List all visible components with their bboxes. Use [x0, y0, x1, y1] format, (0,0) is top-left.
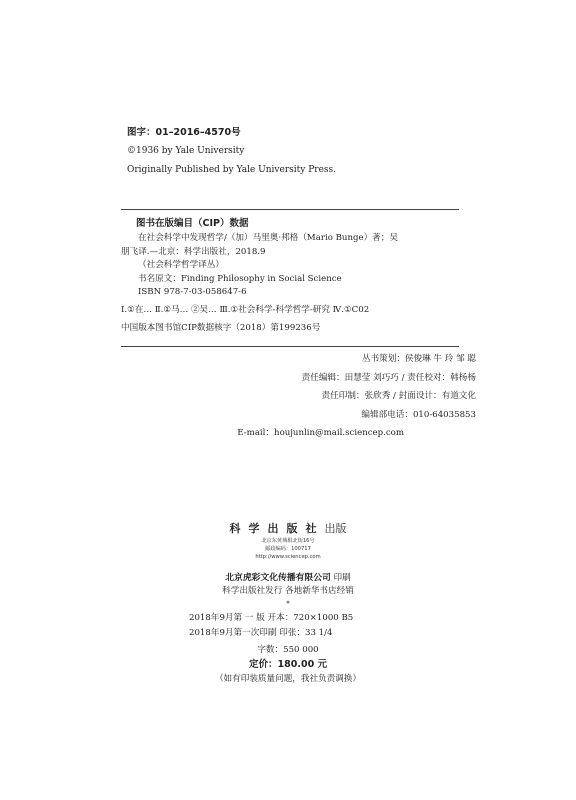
- publisher-name-text: 科学出版社: [229, 522, 325, 535]
- cip-line: 朋飞译.—北京：科学出版社，2018.9: [121, 246, 266, 257]
- cip-line: 书名原文：Finding Philosophy in Social Science: [138, 273, 342, 284]
- printer-name: 北京虎彩文化传播有限公司: [225, 573, 331, 583]
- staff-block: [237, 355, 476, 448]
- divider: [121, 209, 459, 210]
- quality-note: （如有印装质量问题，我社负责调换）: [214, 674, 362, 684]
- copyright-registration: 图字：01–2016–4570号: [127, 127, 241, 138]
- publisher-website: http://www.sciencep.com: [255, 554, 321, 560]
- staff-printing: 责任印制：张欣秀 / 封面设计：有道文化: [321, 391, 476, 401]
- staff-phone: 编辑部电话：010-64035853: [361, 409, 476, 420]
- publisher-postcode: 邮政编码：100717: [265, 546, 311, 552]
- publisher-suffix: 出版: [324, 522, 347, 535]
- publisher-name: [0, 523, 576, 534]
- cip-line: 中国版本图书馆CIP数据核字（2018）第199236号: [121, 322, 321, 333]
- edition-line: 2018年9月第 一 版 开本：720×1000 B5: [189, 613, 354, 623]
- printer-suffix: 印刷: [333, 573, 351, 583]
- distribution-line: 科学出版社发行 各地新华书店经销: [222, 586, 354, 596]
- cip-line: 在社会科学中发现哲学/（加）马里奥·邦格（Mario Bunge）著；吴: [138, 233, 398, 243]
- edition-block: [189, 614, 353, 643]
- cip-line: Ⅰ.①在… Ⅱ.①马… ②吴… Ⅲ.①社会科学-科学哲学-研究 Ⅳ.①C02: [121, 304, 370, 315]
- printer-line: [0, 574, 576, 583]
- separator-star: *: [286, 600, 290, 608]
- cip-line: ISBN 978-7-03-058647-6: [138, 287, 247, 298]
- copyright-holder: ©1936 by Yale University: [127, 146, 245, 156]
- divider: [121, 346, 459, 347]
- cip-title: 图书在版编目（CIP）数据: [136, 218, 249, 229]
- cip-block: [121, 234, 398, 337]
- printing-line: 2018年9月第一次印刷 印张：33 1/4: [189, 627, 333, 638]
- copyright-original: Originally Published by Yale University Press.: [127, 165, 336, 175]
- copyright-block: [127, 128, 336, 185]
- staff-planning: 丛书策划：侯俊琳 牛 玲 邹 聪: [361, 354, 476, 364]
- price: 定价：180.00 元: [249, 659, 327, 670]
- publisher-address: 北京东黄城根北街16号: [261, 538, 315, 544]
- staff-editors: 责任编辑：田慧莹 刘巧巧 / 责任校对：韩杨杨: [301, 372, 476, 383]
- cip-line: （社会科学哲学译丛）: [138, 260, 224, 271]
- word-count: 字数：550 000: [257, 645, 319, 655]
- staff-email: E-mail：houjunlin@mail.sciencep.com: [237, 428, 404, 438]
